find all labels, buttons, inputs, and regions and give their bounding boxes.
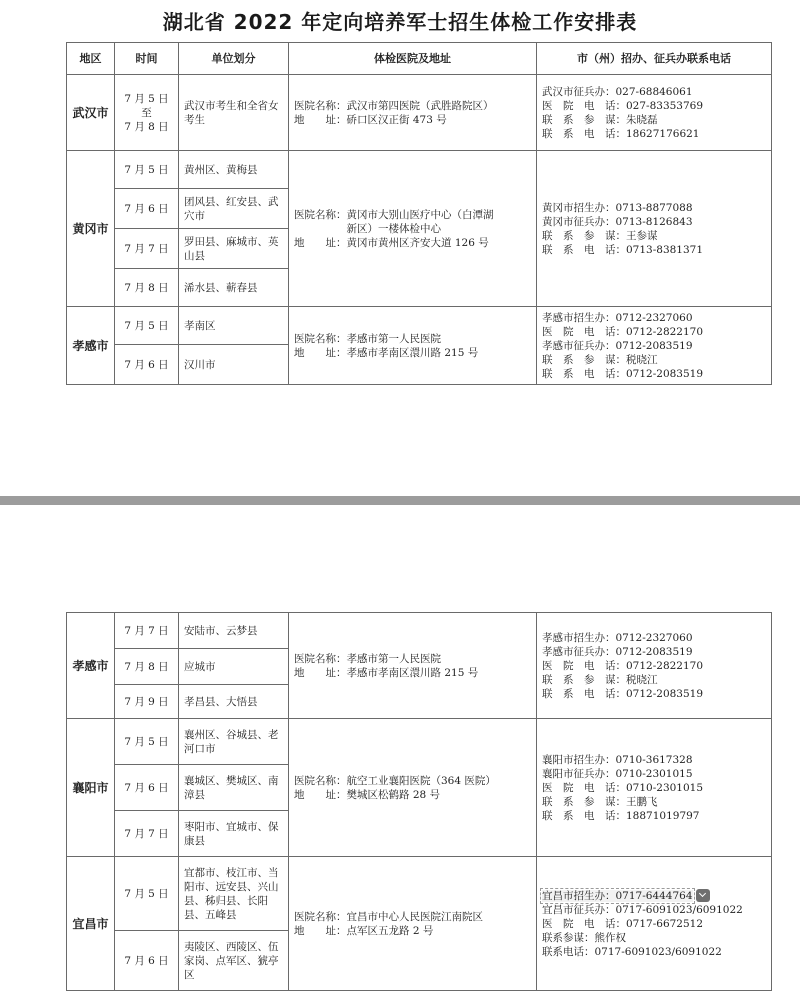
schedule-table-page2 [66,612,772,991]
contact-cell: 孝感市招生办：0712-2327060 孝感市征兵办：0712-2083519 医 院 电 话：0712-2822170 联 系 参 谋：税晓江 联 系 电 话：0712-2083519 [537,613,772,719]
header-units: 单位划分 [179,43,289,75]
date-cell: 7 月 6 日 [115,189,179,229]
date-cell: 7 月 9 日 [115,685,179,719]
table-row [67,613,772,649]
hospital-cell: 医院名称：黄冈市大别山医疗中心（白潭湖 新区）一楼体检中心 地 址：黄冈市黄州区齐安大道 126 号 [289,151,537,307]
units-cell: 枣阳市、宜城市、保康县 [179,811,289,857]
table-row [67,307,772,345]
units-cell: 罗田县、麻城市、英山县 [179,229,289,269]
hospital-cell: 医院名称：武汉市第四医院（武胜路院区） 地 址：硚口区汉正街 473 号 [289,75,537,151]
date-cell: 7 月 6 日 [115,765,179,811]
hospital-cell: 医院名称：宜昌市中心人民医院江南院区 地 址：点军区五龙路 2 号 [289,857,537,991]
header-region: 地区 [67,43,115,75]
units-cell: 孝南区 [179,307,289,345]
date-cell: 7 月 6 日 [115,931,179,991]
region-cell: 襄阳市 [67,719,115,857]
header-hospital: 体检医院及地址 [289,43,537,75]
units-cell: 孝昌县、大悟县 [179,685,289,719]
units-cell: 襄州区、谷城县、老河口市 [179,719,289,765]
units-cell: 夷陵区、西陵区、伍家岗、点军区、猇亭区 [179,931,289,991]
header-row [67,43,772,75]
table-row [67,151,772,189]
contact-cell: 武汉市征兵办：027-68846061 医 院 电 话：027-83353769 联 系 参 谋：朱晓磊 联 系 电 话：18627176621 [537,75,772,151]
date-cell: 7 月 5 日 [115,307,179,345]
page-separator [0,496,800,505]
units-cell: 汉川市 [179,345,289,385]
region-cell: 黄冈市 [67,151,115,307]
units-cell: 黄州区、黄梅县 [179,151,289,189]
region-cell: 孝感市 [67,307,115,385]
units-cell: 襄城区、樊城区、南漳县 [179,765,289,811]
units-cell: 团风县、红安县、武穴市 [179,189,289,229]
selected-phone-text[interactable]: 宜昌市招生办：0717-6444764 [542,889,693,902]
date-cell: 7 月 7 日 [115,811,179,857]
region-cell: 孝感市 [67,613,115,719]
date-cell: 7 月 7 日 [115,229,179,269]
date-cell: 7 月 6 日 [115,345,179,385]
contact-cell: 孝感市招生办：0712-2327060 医 院 电 话：0712-2822170 孝感市征兵办：0712-2083519 联 系 参 谋：税晓江 联 系 电 话：0712-2083519 [537,307,772,385]
table-row [67,719,772,765]
date-cell: 7 月 5 日 [115,719,179,765]
date-cell: 7 月 8 日 [115,269,179,307]
table-row [67,75,772,151]
region-cell: 宜昌市 [67,857,115,991]
units-cell: 应城市 [179,649,289,685]
units-cell: 宜都市、枝江市、当阳市、远安县、兴山县、秭归县、长阳县、五峰县 [179,857,289,931]
region-cell: 武汉市 [67,75,115,151]
header-time: 时间 [115,43,179,75]
hospital-cell: 医院名称：孝感市第一人民医院 地 址：孝感市孝南区澴川路 215 号 [289,613,537,719]
schedule-table-page1 [66,42,772,385]
date-cell: 7 月 7 日 [115,613,179,649]
contact-cell: 黄冈市招生办：0713-8877088 黄冈市征兵办：0713-8126843 联 系 参 谋：王参谋 联 系 电 话：0713-8381371 [537,151,772,307]
date-cell: 7 月 8 日 [115,649,179,685]
date-cell: 7 月 5 日 [115,857,179,931]
date-cell: 7 月 5 日 至 7 月 8 日 [115,75,179,151]
header-contact: 市（州）招办、征兵办联系电话 [537,43,772,75]
table-row [67,857,772,931]
document-title: 湖北省 2022 年定向培养军士招生体检工作安排表 [162,10,638,34]
contact-cell: 宜昌市招生办：0717-6444764 宜昌市征兵办：0717-6091023/6091022 医 院 电 话：0717-6672512 联系参谋：熊作权 联系电话：0717-6091023/6091022 [537,857,772,991]
hospital-cell: 医院名称：航空工业襄阳医院（364 医院） 地 址：樊城区松鹤路 28 号 [289,719,537,857]
date-cell: 7 月 5 日 [115,151,179,189]
contact-cell: 襄阳市招生办：0710-3617328 襄阳市征兵办：0710-2301015 医 院 电 话：0710-2301015 联 系 参 谋：王鹏飞 联 系 电 话：18871019797 [537,719,772,857]
units-cell: 武汉市考生和全省女考生 [179,75,289,151]
units-cell: 安陆市、云梦县 [179,613,289,649]
chevron-down-icon[interactable] [696,889,710,902]
hospital-cell: 医院名称：孝感市第一人民医院 地 址：孝感市孝南区澴川路 215 号 [289,307,537,385]
units-cell: 浠水县、蕲春县 [179,269,289,307]
